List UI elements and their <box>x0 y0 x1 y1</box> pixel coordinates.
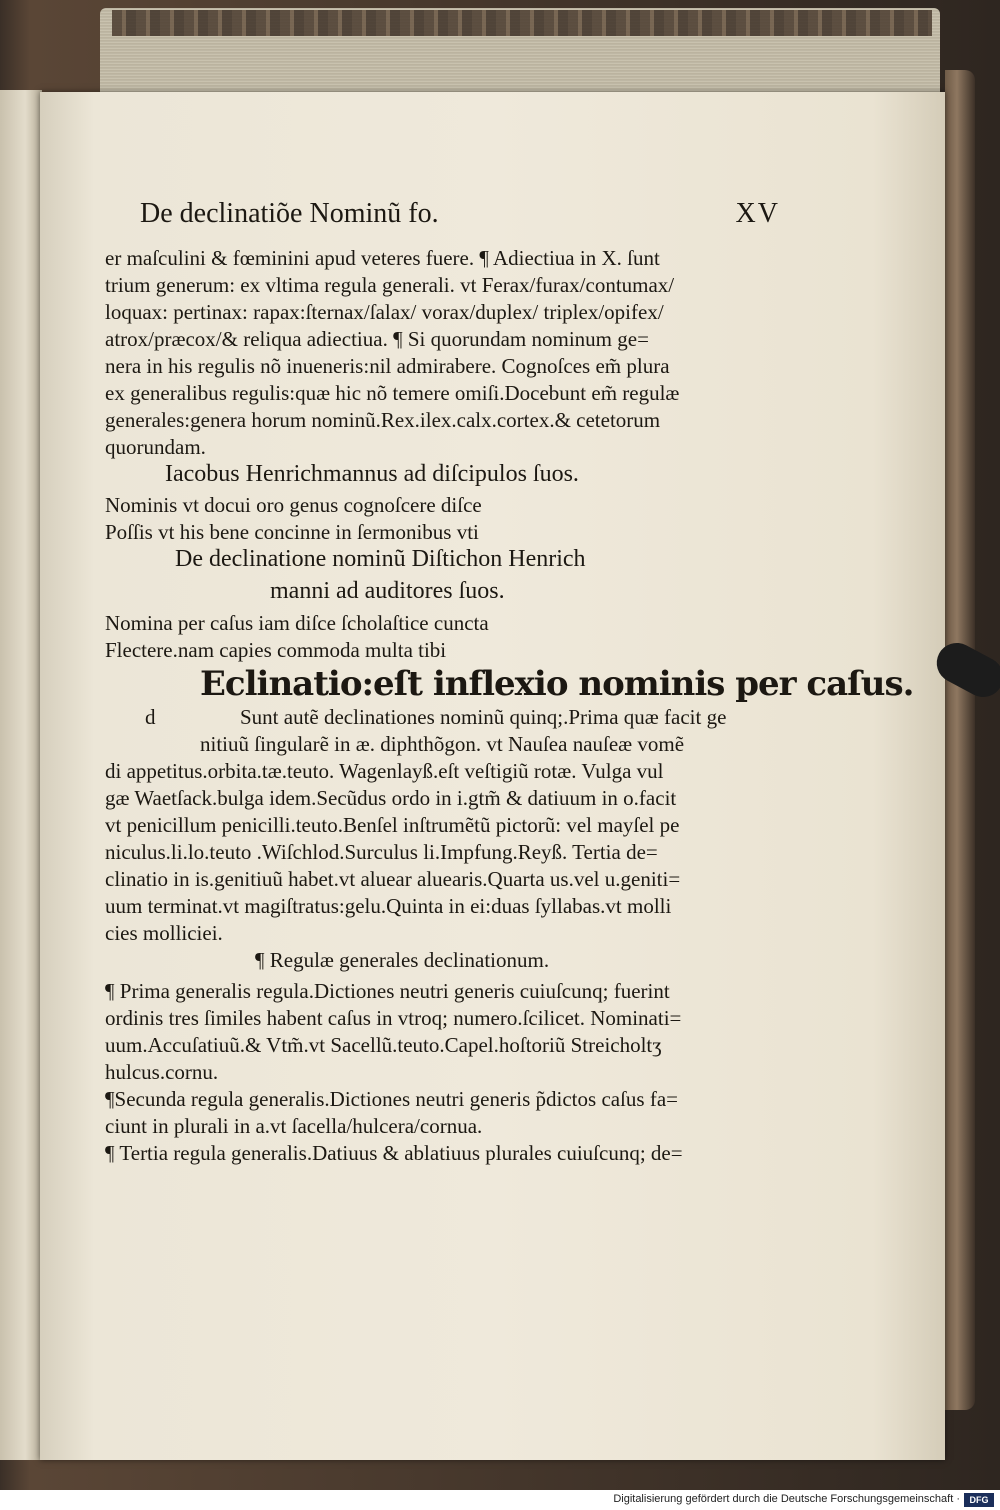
text-line: hulcus.cornu. <box>105 1060 219 1084</box>
text-line: di appetitus.orbita.tæ.teuto. Wagenlayß.eſt veſtigiũ rotæ. Vulga vul <box>105 759 664 783</box>
text-line: niculus.li.lo.teuto .Wiſchlod.Surculus li.Impfung.Reyß. Tertia de= <box>105 840 658 864</box>
poem-heading: Iacobus Henrichmannus ad diſcipulos ſuos. <box>165 461 579 487</box>
text-line: ex generalibus regulis:quæ hic nõ temere omiſi.Docebunt em̃ regulæ <box>105 381 680 405</box>
distich-line: Nomina per caſus iam diſce ſcholaſtice cuncta <box>105 611 489 635</box>
text-line: loquax: pertinax: rapax:ſternax/ſalax/ vorax/duplex/ triplex/opifex/ <box>105 300 664 324</box>
digitization-footer <box>0 1490 1000 1510</box>
text-line: quorundam. <box>105 435 206 459</box>
running-title: De declinatiõe Nominũ fo. <box>140 198 439 229</box>
book-cover-edge <box>945 70 975 1410</box>
text-line: ordinis tres ſimiles habent caſus in vtroq; numero.ſcilicet. Nominati= <box>105 1006 682 1030</box>
facing-page-edge <box>0 90 42 1460</box>
text-line: nera in his regulis nõ inueneris:nil admirabere. Cognoſces em̃ plura <box>105 354 670 378</box>
text-line: uum terminat.vt magiſtratus:gelu.Quinta in ei:duas ſyllabas.vt molli <box>105 894 672 918</box>
distich-line: Flectere.nam capies commoda multa tibi <box>105 638 447 662</box>
distich-heading-line: De declinatione nominũ Diſtichon Henrich <box>175 546 586 572</box>
text-line: cies molliciei. <box>105 921 223 945</box>
text-line: clinatio in is.genitiuũ habet.vt aluear aluearis.Quarta us.vel u.geniti= <box>105 867 681 891</box>
text-line: ¶ Tertia regula generalis.Datiuus & ablatiuus plurales cuiuſcunq; de= <box>105 1141 683 1165</box>
text-line: ¶ Prima generalis regula.Dictiones neutri generis cuiuſcunq; fuerint <box>105 979 670 1003</box>
dfg-logo: DFG <box>964 1493 994 1507</box>
text-line: ciunt in plurali in a.vt ſacella/hulcera/cornua. <box>105 1114 483 1138</box>
text-line: vt penicillum penicilli.teuto.Benſel inſtrumẽtũ pictorũ: vel mayſel pe <box>105 813 680 837</box>
text-line: trium generum: ex vltima regula generali. vt Ferax/furax/contumax/ <box>105 273 675 297</box>
text-line: er maſculini & fœminini apud veteres fuere. ¶ Adiectiua in X. ſunt <box>105 246 660 270</box>
distich-heading-line: manni ad auditores ſuos. <box>270 578 505 604</box>
poem-line: Nominis vt docui oro genus cognoſcere diſce <box>105 493 482 517</box>
text-line: generales:genera horum nominũ.Rex.ilex.calx.cortex.& cetetorum <box>105 408 661 432</box>
page-text <box>105 195 914 1167</box>
section-first-line <box>105 704 825 731</box>
text-line: atrox/præcox/& reliqua adiectiua. ¶ Si quorundam nominum ge= <box>105 327 649 351</box>
book-edge-strip <box>112 10 932 36</box>
text-line: uum.Accuſatiuũ.& Vtm̃.vt Sacellũ.teuto.Capel.hoſtoriũ Streicholtʒ <box>105 1033 662 1057</box>
text-line: gæ Waetſack.bulga idem.Secũdus ordo in i.gtm̃ & datiuum in o.facit <box>105 786 677 810</box>
folio-number: XV <box>735 198 780 229</box>
text-line: Sunt autẽ declinationes nominũ quinq;.Prima quæ facit ge <box>240 705 727 729</box>
dropcap-guide-letter: d <box>145 705 156 729</box>
section-title: Eclinatio:eſt inflexio nominis per caſus. <box>200 664 914 704</box>
funding-credit: Digitalisierung gefördert durch die Deutsche Forschungsgemeinschaft · <box>613 1493 960 1505</box>
rules-heading: ¶ Regulæ generales declinationum. <box>255 948 550 972</box>
text-line: ¶Secunda regula generalis.Dictiones neutri generis p̃dictos caſus fa= <box>105 1087 678 1111</box>
poem-line: Poſſis vt his bene concinne in ſermonibus vti <box>105 520 479 544</box>
text-line: nitiuũ ſingularẽ in æ. diphthõgon. vt Nauſea nauſeæ vomẽ <box>200 732 685 756</box>
